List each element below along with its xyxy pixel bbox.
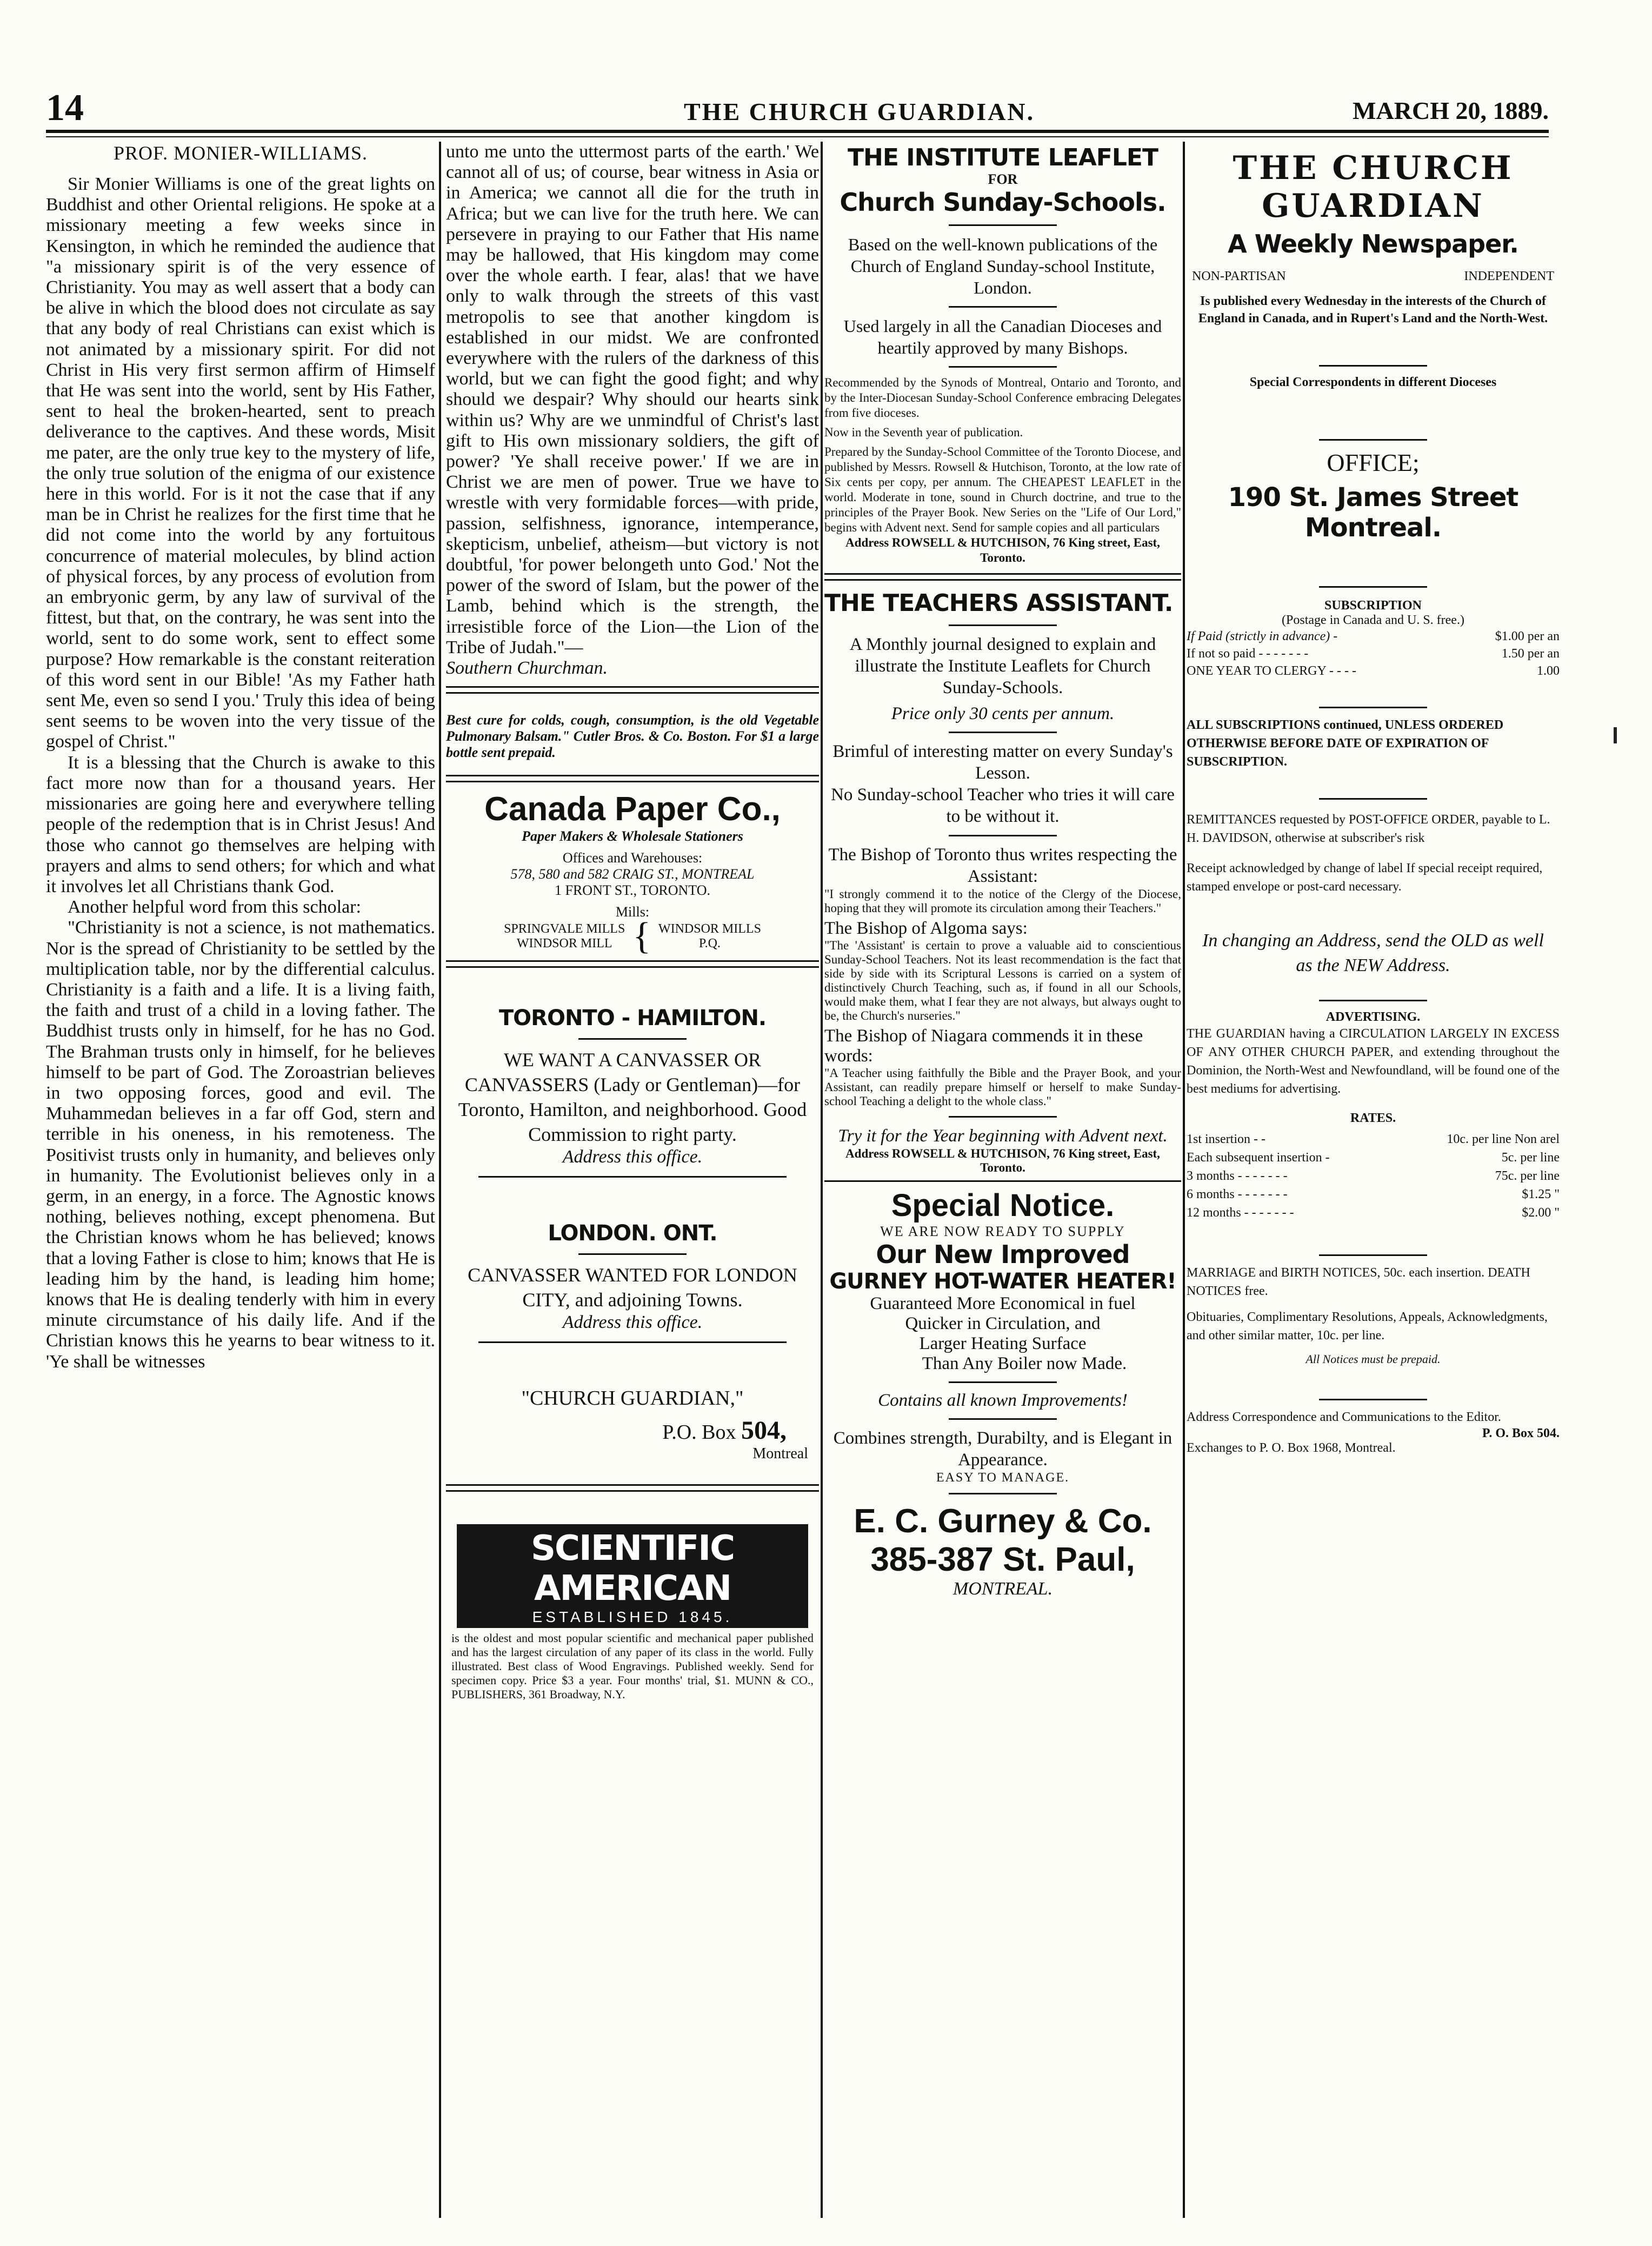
sci-am-title: SCIENTIFIC AMERICAN <box>530 1529 735 1609</box>
ad-city: MONTREAL. <box>952 1579 1053 1599</box>
ad-line: 578, 580 and 582 CRAIG ST., MONTREAL <box>510 866 755 882</box>
column-rule <box>439 142 441 2218</box>
ad-subtitle: Church Sunday-Schools. <box>840 188 1166 217</box>
ad-text: The Bishop of Algoma says: <box>824 919 1028 938</box>
divider <box>1319 439 1427 441</box>
rate-row <box>1187 1204 1560 1222</box>
ad-quote: "I strongly commend it to the notice of the Clergy of the Diocese, hoping that they will promote its circulation among their Teachers." <box>824 887 1181 915</box>
subscription-row <box>1187 645 1560 662</box>
row-label: ONE YEAR TO CLERGY - - - - <box>1187 664 1356 678</box>
ad-text: Brimful of interesting matter on every Sunday's Lesson. <box>832 742 1173 783</box>
divider <box>949 1381 1057 1383</box>
ad-address: Address this office. <box>562 1312 703 1333</box>
ad-text: Than Any Boiler now Made. <box>922 1354 1127 1373</box>
ad-line: Mills: <box>615 904 650 920</box>
divider <box>949 306 1057 308</box>
ad-text: Quicker in Circulation, and <box>905 1314 1101 1333</box>
po-label: P.O. Box <box>662 1421 736 1444</box>
rate-row <box>1187 1167 1560 1185</box>
article-headline: PROF. MONIER-WILLIAMS. <box>113 142 368 164</box>
row-value: 1.50 per an <box>1501 647 1560 661</box>
sci-am-established: ESTABLISHED 1845. <box>532 1609 733 1626</box>
paper-co-ad <box>446 790 819 958</box>
rate-row <box>1187 1130 1560 1148</box>
publication-note: Is published every Wednesday in the interests of the Church of England in Canada, and in Rupert's Land and the North-West. <box>1198 294 1548 325</box>
subscription-row <box>1187 662 1560 680</box>
divider <box>949 835 1057 836</box>
ink-mark <box>1614 727 1617 743</box>
ad-tagline: Paper Makers & Wholesale Stationers <box>522 828 743 845</box>
notice-po <box>446 1416 819 1445</box>
ad-address: Address ROWSELL & HUTCHISON, 76 King street, East, Toronto. <box>845 536 1160 564</box>
ad-text: Larger Heating Surface <box>919 1334 1087 1353</box>
row-value: $1.25 " <box>1522 1187 1560 1201</box>
rate-row <box>1187 1185 1560 1204</box>
scientific-american-ad <box>446 1524 819 1702</box>
article-paragraph: Sir Monier Williams is one of the great lights on Buddhist and other Oriental religions. He spoke at a missionary meeting a few weeks since in Kensington, in which he reminded the audience that "a missionary spirit is of the very essence of Christianity. You may as well assert that a body can be alive in which the blood does not circulate as say that any body of real Christians can exist which is not animated by a missionary spirit. For did not Christ in His very first sermon affirm of Himself that He was sent into the world, sent by His Father, sent to heal the broken-hearted, sent to preach deliverance to the captives. And these words, Misit me pater, are the only true key to the mystery of life, the only true solution of the enigma of our existence here in this world. For is it not the case that if any man be in Christ he realizes for the first time that he did not come into the world by any fortuitous concurrence of material molecules, by blind action of physical forces, by any process of evolution from an embryonic germ, by any law of survival of the fittest, but that, on the contrary, he was sent into the world, sent to do some work, sent to effect some purpose? How remarkable is the constant reiteration of this word sent in our Bible! 'As my Father hath sent Me, even so send I you.' Truly this idea of being sent seems to be woven into the very tissue of the gospel of Christ." <box>46 174 435 752</box>
divider <box>478 1176 787 1178</box>
divider <box>478 1341 787 1343</box>
ad-company: E. C. Gurney & Co. <box>854 1503 1152 1540</box>
subscription-heading: SUBSCRIPTION <box>1324 599 1422 613</box>
ad-headline: TORONTO - HAMILTON. <box>498 1006 767 1031</box>
marriage-note: MARRIAGE and BIRTH NOTICES, 50c. each insertion. DEATH NOTICES free. <box>1187 1266 1530 1298</box>
receipt-note: Receipt acknowledged by change of label If special receipt required, stamped envelope or post-card necessary. <box>1187 861 1543 894</box>
guardian-title: THE CHURCH GUARDIAN <box>1233 149 1514 225</box>
masthead-title: THE CHURCH GUARDIAN. <box>684 98 1035 125</box>
ad-quote: "A Teacher using faithfully the Bible and the Prayer Book, and your Assistant, can readily prepare himself or herself to make Sunday-school Teaching a delight to the whole class." <box>824 1066 1181 1108</box>
ad-headline: LONDON. ONT. <box>548 1221 717 1246</box>
ad-text: Contains all known Improvements! <box>878 1391 1128 1410</box>
divider <box>578 1038 687 1040</box>
divider <box>949 1116 1057 1118</box>
ad-address: Address ROWSELL & HUTCHISON, 76 King street, East, Toronto. <box>845 1147 1160 1174</box>
ad-text: Based on the well-known publications of the Church of England Sunday-school Institute, London. <box>848 235 1158 297</box>
divider <box>1319 365 1427 367</box>
advertising-note: THE GUARDIAN having a CIRCULATION LARGELY IN EXCESS OF ANY OTHER CHURCH PAPER, and extending throughout the Dominion, the North-West and Newfoundland, will be found one of the best mediums for advertising. <box>1187 1027 1560 1096</box>
advertising-heading: ADVERTISING. <box>1325 1010 1421 1024</box>
divider <box>446 775 819 782</box>
divider <box>1319 1000 1427 1001</box>
ad-line: 1 FRONT ST., TORONTO. <box>555 882 710 899</box>
po-number: 504, <box>741 1416 787 1445</box>
divider <box>1319 1399 1427 1400</box>
divider <box>949 1418 1057 1420</box>
sci-am-banner <box>457 1524 808 1628</box>
ad-text: WE ARE NOW READY TO SUPPLY <box>880 1224 1125 1239</box>
issue-date: MARCH 20, 1889. <box>1353 97 1549 124</box>
notice-name: "CHURCH GUARDIAN," <box>521 1387 744 1410</box>
guardian-tags <box>1187 269 1560 284</box>
tag-non-partisan: NON-PARTISAN <box>1192 269 1286 283</box>
ad-for: FOR <box>988 171 1018 187</box>
row-value: 10c. per line Non arel <box>1447 1132 1560 1146</box>
gurney-ad <box>824 1187 1181 1599</box>
ad-street: 385-387 St. Paul, <box>870 1541 1135 1578</box>
ad-text: Now in the Seventh year of publication. <box>824 426 1023 439</box>
postage-note: (Postage in Canada and U. S. free.) <box>1282 613 1464 627</box>
notice-city: Montreal <box>752 1445 808 1463</box>
sci-am-text: is the oldest and most popular scientific and mechanical paper published and has the largest circulation of any paper of its class in the world. Fully illustrated. Best class of Wood Engravings. Published weekly. Send for specimen copy. Price $3 a year. Four months' trial, $1. MUNN & CO., PUBLISHERS, 361 Broadway, N.Y. <box>451 1631 814 1702</box>
ad-text: Our New Improved <box>876 1240 1130 1269</box>
ad-title: Special Notice. <box>891 1188 1115 1223</box>
divider <box>949 224 1057 226</box>
divider <box>1319 707 1427 708</box>
ad-price: Price only 30 cents per annum. <box>891 704 1115 723</box>
ad-text: A Monthly journal designed to explain and illustrate the Institute Leaflets for Church Sunday-Schools. <box>849 635 1156 697</box>
ad-product: GURNEY HOT-WATER HEATER! <box>829 1269 1176 1294</box>
ad-line: Offices and Warehouses: <box>562 850 703 866</box>
row-label: Each subsequent insertion - <box>1187 1151 1330 1165</box>
divider <box>824 1180 1181 1182</box>
divider <box>578 1253 687 1255</box>
ad-text: CANVASSER WANTED FOR LONDON CITY, and adjoining Towns. <box>468 1264 797 1311</box>
article-paragraph: "Christianity is not a science, is not mathematics. Nor is the spread of Christianity to be settled by the multiplication table, nor by the differential calculus. Christianity is a faith and a life. It is a living faith, the faith and trust of a child in a loving father. The Buddhist trusts only in himself, for he has no God. The Brahman trusts only in himself, for he believes himself to be part of God. The Zoroastrian believes in two opposing forces, good and evil. The Muhammedan believes in a far off God, stern and terrible in his oneness, in his remoteness. The Positivist trusts only in humanity, and believes only in humanity. The Evolutionist believes only in a germ, in an energy, in a force. The Agnostic knows nothing, believes nothing, except phenomena. But the Christian knows whom he has believed; knows that a loving Father is close to him; knows that He is leading him by the hand, is leading him home; knows that He is dealing tenderly with him in every minute circumstance of his daily life. And if the Christian knows this he yearns to bear witness to it. 'Ye shall be witnesses <box>46 918 435 1372</box>
divider <box>949 1493 1057 1494</box>
row-value: 75c. per line <box>1495 1169 1560 1183</box>
page-number: 14 <box>46 87 84 129</box>
column-3 <box>824 142 1181 1599</box>
ad-title: THE TEACHERS ASSISTANT. <box>824 589 1173 617</box>
tag-independent: INDEPENDENT <box>1464 269 1554 283</box>
ad-text: Recommended by the Synods of Montreal, Ontario and Toronto, and by the Inter-Diocesan Sunday-School Conference embracing Delegates from five dioceses. <box>824 376 1181 420</box>
divider <box>446 686 819 694</box>
divider <box>446 1484 819 1492</box>
correspondence-note: Address Correspondence and Communications to the Editor. <box>1187 1410 1501 1424</box>
column-2 <box>446 142 819 1702</box>
ad-text: Try it for the Year beginning with Advent next. <box>838 1126 1168 1146</box>
column-rule <box>821 142 823 2218</box>
ad-line: P.Q. <box>698 936 721 951</box>
article-source: Southern Churchman. <box>446 658 608 679</box>
ad-text: Guaranteed More Economical in fuel <box>870 1294 1136 1313</box>
row-label: 6 months - - - - - - - <box>1187 1187 1288 1201</box>
header-rule-thin <box>46 136 1549 137</box>
row-value: $2.00 " <box>1522 1206 1560 1220</box>
correspondents-note: Special Correspondents in different Dioceses <box>1249 375 1497 389</box>
row-value: 1.00 <box>1537 664 1560 678</box>
article-continuation: unto me unto the uttermost parts of the earth.' We cannot all of us; of course, bear witness in Asia or in America; we cannot all die for the truth in Africa; but we can live for the truth here. We can persevere in praying to our Father that His name may be hallowed, that His kingdom may come over the whole earth. I fear, alas! that we have only to walk through the streets of this vast metropolis to see that another kingdom is established in our midst. We are confronted everywhere with the rulers of the darkness of this world, but we can fight the good fight; and why should we despair? Why should our hearts sink within us? Why are we unmindful of Christ's last gift to His own missionary soldiers, the gift of power? 'Ye shall receive power.' If we are in Christ we are men of power. True we have to wrestle with very formidable forces—with pride, passion, selfishness, ignorance, intemperance, skepticism, unbelief, atheism—but victory is not doubtful, 'for power belongeth unto God.' Not the power of the sword of Islam, but the power of the Lamb, behind which is the strength, the irresistible force of the Lion—the Lion of the Tribe of Judah."— <box>446 142 819 657</box>
ad-text: WE WANT A CANVASSER OR CANVASSERS (Lady or Gentleman)—for Toronto, Hamilton, and neighborhood. Good Commission to right party. <box>458 1049 807 1146</box>
row-label: If not so paid - - - - - - - <box>1187 647 1309 661</box>
article-paragraph: It is a blessing that the Church is awake to this fact more now than for a thousand years. Her missionaries are going here and everywhere telling people of the redemption that is in Christ Jesus! And those who cannot go themselves are helping with prayers and alms to send others; for which and what it involves let all Christians thank God. <box>46 752 435 896</box>
column-rule <box>1183 142 1185 2218</box>
divider <box>1319 1254 1427 1256</box>
exchanges-note: Exchanges to P. O. Box 1968, Montreal. <box>1187 1441 1396 1455</box>
obituaries-note: Obituaries, Complimentary Resolutions, Appeals, Acknowledgments, and other similar matter, 10c. per line. <box>1187 1310 1548 1343</box>
row-label: 1st insertion - - <box>1187 1132 1265 1146</box>
column-1 <box>46 142 435 1372</box>
rate-row <box>1187 1148 1560 1167</box>
box-notice <box>446 1386 819 1463</box>
row-label: 3 months - - - - - - - <box>1187 1169 1288 1183</box>
column-4 <box>1187 142 1560 1456</box>
cough-ad: Best cure for colds, cough, consumption, is the old Vegetable Pulmonary Balsam." Cutler Bros. & Co. Boston. For $1 a large bottle sent prepaid. <box>446 712 819 761</box>
subscription-list <box>1187 628 1560 680</box>
office-address: 190 St. James Street Montreal. <box>1228 482 1518 543</box>
ad-line: SPRINGVALE MILLS <box>504 922 625 936</box>
ad-text: The Bishop of Toronto thus writes respecting the Assistant: <box>828 845 1177 886</box>
guardian-subtitle: A Weekly Newspaper. <box>1228 229 1518 258</box>
pobox-note: P. O. Box 504. <box>1482 1426 1560 1440</box>
address-change-note: In changing an Address, send the OLD as well as the NEW Address. <box>1202 931 1544 975</box>
row-value: 5c. per line <box>1501 1151 1560 1165</box>
row-value: $1.00 per an <box>1495 629 1560 643</box>
ad-line: WINDSOR MILLS <box>658 922 761 936</box>
ad-line: WINDSOR MILL <box>516 936 612 951</box>
ad-text: Combines strength, Durabilty, and is Elegant in Appearance. <box>833 1428 1173 1470</box>
toronto-ad <box>446 1006 819 1167</box>
institute-leaflet-ad <box>824 144 1181 566</box>
header-rule <box>46 130 1549 133</box>
mills-list <box>446 915 819 958</box>
london-ad <box>446 1221 819 1333</box>
divider <box>824 573 1181 581</box>
remittances-note: REMITTANCES requested by POST-OFFICE ORDER, payable to L. H. DAVIDSON, otherwise at subscriber's risk <box>1187 813 1550 845</box>
ad-text: EASY TO MANAGE. <box>936 1471 1070 1485</box>
rates-heading: RATES. <box>1350 1111 1396 1125</box>
divider <box>1319 586 1427 588</box>
ad-text: No Sunday-school Teacher who tries it will care to be without it. <box>831 785 1175 826</box>
ad-text: The Bishop of Niagara commends it in these words: <box>824 1026 1143 1066</box>
continued-note: ALL SUBSCRIPTIONS continued, UNLESS ORDERED OTHERWISE BEFORE DATE OF EXPIRATION OF SUBSCRIPTION. <box>1187 718 1504 769</box>
teachers-assistant-ad <box>824 589 1181 1175</box>
ad-quote: "The 'Assistant' is certain to prove a valuable aid to conscientious Sunday-School Teachers. Not its least recommendation is the fact that side by side with its Scriptural Lessons is carried on a system of distinctively Church Teaching, such as, if found in all our Schools, would make them, what I fear they are not always, but always ought to be, the Church's nurseries." <box>824 939 1181 1022</box>
article-paragraph: Another helpful word from this scholar: <box>68 897 361 918</box>
divider <box>1319 798 1427 800</box>
row-label: 12 months - - - - - - - <box>1187 1206 1294 1220</box>
ad-title: Canada Paper Co., <box>484 790 781 828</box>
ad-title: THE INSTITUTE LEAFLET <box>848 144 1158 171</box>
divider <box>949 624 1057 626</box>
brace-glyph: { <box>632 915 651 958</box>
office-label: OFFICE; <box>1327 449 1420 476</box>
divider <box>949 732 1057 733</box>
ad-text: Prepared by the Sunday-School Committee of the Toronto Diocese, and published by Messrs. Rowsell & Hutchison, Toronto, at the low rate of Six cents per copy, per annum. The CHEAPEST LEAFLET in the world. Moderate in tone, sound in Church doctrine, and true to the principles of the Prayer Book. New Series on the "Life of Our Lord," begins with Advent next. Send for sample copies and all particulars <box>824 445 1181 534</box>
ad-text: Used largely in all the Canadian Dioceses and heartily approved by many Bishops. <box>843 316 1162 357</box>
page-header <box>46 87 1549 135</box>
prepaid-note: All Notices must be prepaid. <box>1305 1352 1441 1366</box>
divider <box>446 960 819 968</box>
subscription-row <box>1187 628 1560 645</box>
divider <box>949 366 1057 368</box>
row-label: If Paid (strictly in advance) - <box>1187 629 1338 643</box>
ad-address: Address this office. <box>562 1147 703 1167</box>
rates-list <box>1187 1130 1560 1222</box>
